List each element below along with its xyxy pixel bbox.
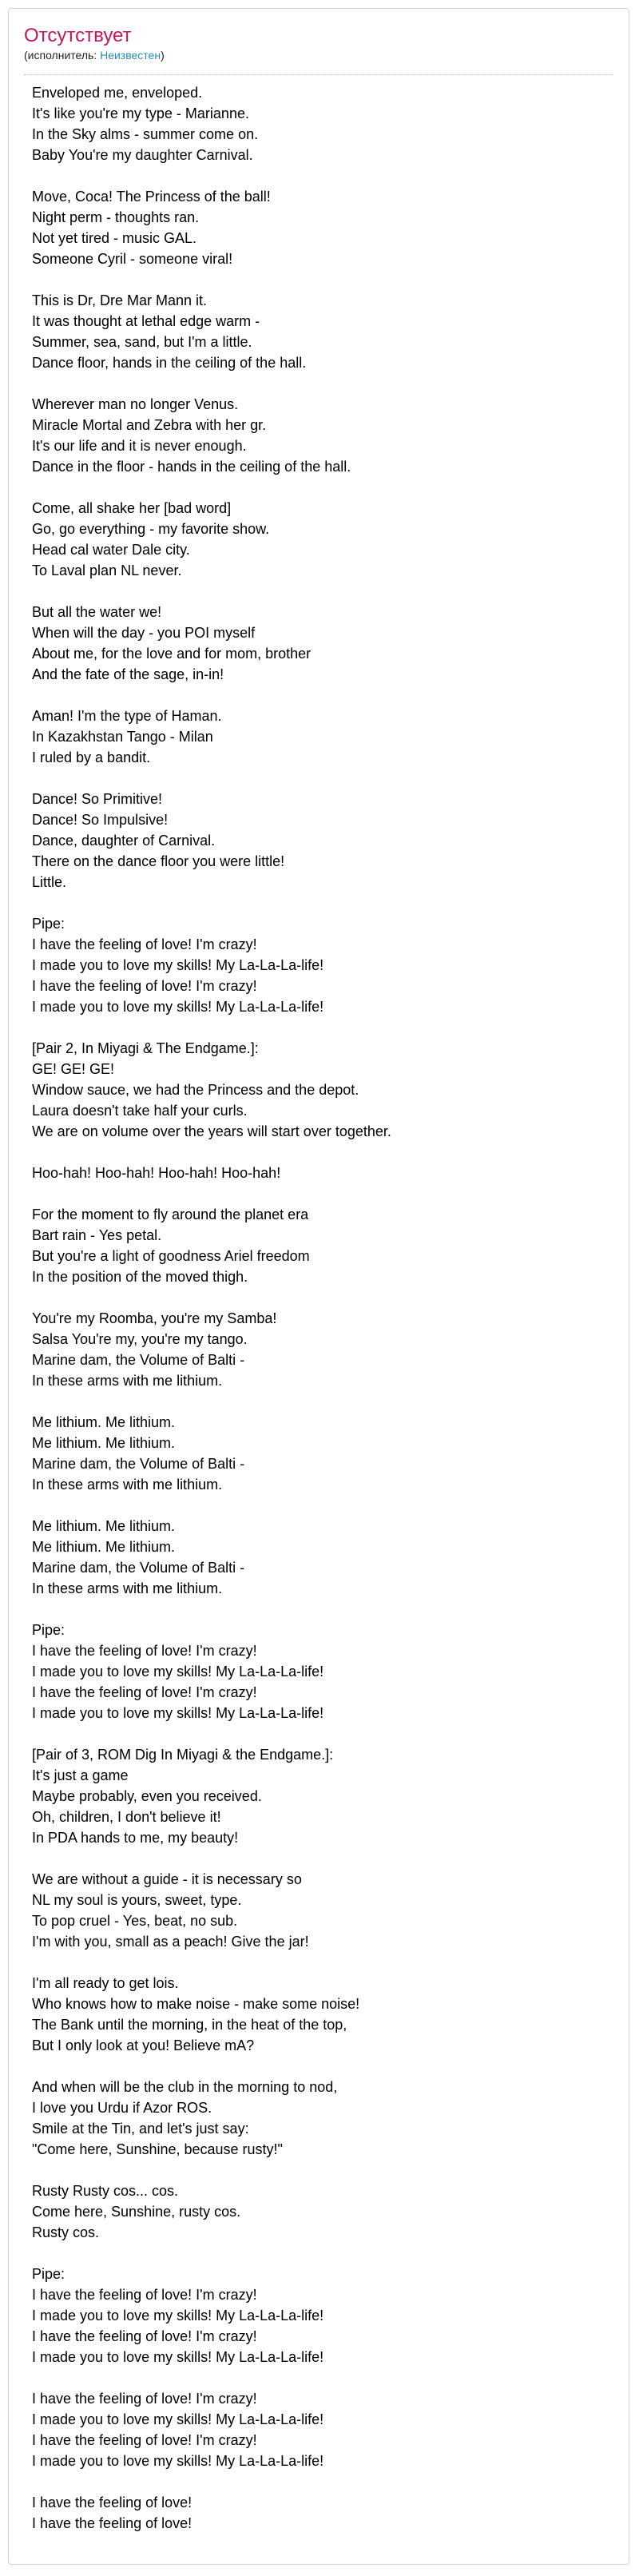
lyrics-line: Laura doesn't take half your curls. xyxy=(32,1103,248,1119)
lyrics-line: "Come here, Sunshine, because rusty!" xyxy=(32,2141,283,2157)
lyrics-line: About me, for the love and for mom, brother xyxy=(32,646,312,662)
lyrics-line: In these arms with me lithium. xyxy=(32,1477,223,1493)
lyrics-line: But all the water we! xyxy=(32,604,162,620)
lyrics-line: It's like you're my type - Marianne. xyxy=(32,105,249,121)
lyrics-stanza xyxy=(32,1412,607,1495)
song-title: Отсутствует xyxy=(24,25,132,46)
lyrics-line: Dance! So Primitive! xyxy=(32,791,163,807)
lyrics-line: I made you to love my skills! My La-La-La-life! xyxy=(32,1705,324,1721)
lyrics-line: Move, Coca! The Princess of the ball! xyxy=(32,189,271,205)
lyrics-line: I have the feeling of love! I'm crazy! xyxy=(32,936,257,952)
lyrics-stanza xyxy=(32,1744,607,1848)
lyrics-line: Window sauce, we had the Princess and the depot. xyxy=(32,1082,359,1098)
lyrics-line: We are on volume over the years will start over together. xyxy=(32,1123,391,1139)
lyrics-stanza xyxy=(32,186,607,269)
lyrics-line: In the Sky alms - summer come on. xyxy=(32,126,259,142)
lyrics-line: I have the feeling of love! I'm crazy! xyxy=(32,1684,257,1700)
lyrics-line: To Laval plan NL never. xyxy=(32,563,182,578)
lyrics-line: Dance floor, hands in the ceiling of the hall. xyxy=(32,355,307,371)
lyrics-line: When will the day - you POI myself xyxy=(32,625,256,641)
lyrics-line: Maybe probably, even you received. xyxy=(32,1788,262,1804)
lyrics-line: Head cal water Dale city. xyxy=(32,542,190,558)
lyrics-line: In these arms with me lithium. xyxy=(32,1580,223,1596)
lyrics-line: Dance! So Impulsive! xyxy=(32,812,169,828)
lyrics-line: I made you to love my skills! My La-La-La-life! xyxy=(32,2308,324,2324)
header-divider xyxy=(24,74,613,75)
lyrics-stanza xyxy=(32,602,607,685)
lyrics-line: Me lithium. Me lithium. xyxy=(32,1539,176,1555)
lyrics-line: You're my Roomba, you're my Samba! xyxy=(32,1310,277,1326)
lyrics-stanza xyxy=(32,789,607,892)
lyrics-line: And the fate of the sage, in-in! xyxy=(32,666,224,682)
lyrics-body xyxy=(32,82,607,2554)
lyrics-stanza xyxy=(32,1869,607,1952)
lyrics-stanza xyxy=(32,2077,607,2160)
lyrics-line: I made you to love my skills! My La-La-La-life! xyxy=(32,2349,324,2365)
lyrics-line: I ruled by a bandit. xyxy=(32,749,151,765)
lyrics-line: Baby You're my daughter Carnival. xyxy=(32,147,253,163)
lyrics-line: I have the feeling of love! xyxy=(32,2495,192,2510)
lyrics-stanza xyxy=(32,2492,607,2534)
lyrics-line: [Pair of 3, ROM Dig In Miyagi & the Endgame.]: xyxy=(32,1747,334,1763)
lyrics-line: It's just a game xyxy=(32,1767,129,1783)
artist-prefix: (исполнитель: xyxy=(24,49,101,62)
lyrics-line: Pipe: xyxy=(32,916,65,932)
artist-line xyxy=(24,48,165,62)
lyrics-line: This is Dr, Dre Mar Mann it. xyxy=(32,292,208,308)
lyrics-line: Pipe: xyxy=(32,1622,65,1638)
lyrics-line: I'm all ready to get lois. xyxy=(32,1975,179,1991)
lyrics-line: I have the feeling of love! I'm crazy! xyxy=(32,2432,257,2448)
lyrics-line: I have the feeling of love! I'm crazy! xyxy=(32,2328,257,2344)
lyrics-line: I'm with you, small as a peach! Give the jar! xyxy=(32,1934,309,1950)
lyrics-stanza xyxy=(32,1308,607,1391)
lyrics-line: I love you Urdu if Azor ROS. xyxy=(32,2100,212,2116)
artist-suffix: ) xyxy=(161,49,165,62)
lyrics-stanza xyxy=(32,913,607,1017)
lyrics-line: In PDA hands to me, my beauty! xyxy=(32,1830,239,1846)
lyrics-stanza xyxy=(32,394,607,477)
lyrics-line: I made you to love my skills! My La-La-La-life! xyxy=(32,999,324,1015)
artist-link[interactable]: Неизвестен xyxy=(100,49,161,62)
lyrics-line: But I only look at you! Believe mA? xyxy=(32,2037,255,2053)
lyrics-line: Come here, Sunshine, rusty cos. xyxy=(32,2204,241,2220)
lyrics-line: Bart rain - Yes petal. xyxy=(32,1227,162,1243)
lyrics-line: Night perm - thoughts ran. xyxy=(32,209,200,225)
lyrics-line: Marine dam, the Volume of Balti - xyxy=(32,1560,245,1576)
lyrics-line: GE! GE! GE! xyxy=(32,1061,115,1077)
lyrics-line: Hoo-hah! Hoo-hah! Hoo-hah! Hoo-hah! xyxy=(32,1165,281,1181)
lyrics-line: Miracle Mortal and Zebra with her gr. xyxy=(32,417,267,433)
lyrics-line: I made you to love my skills! My La-La-La-life! xyxy=(32,2453,324,2469)
lyrics-line: I made you to love my skills! My La-La-La-life! xyxy=(32,957,324,973)
lyrics-line: I have the feeling of love! I'm crazy! xyxy=(32,2391,257,2407)
lyrics-line: For the moment to fly around the planet era xyxy=(32,1207,309,1222)
lyrics-stanza xyxy=(32,1038,607,1142)
lyrics-line: In these arms with me lithium. xyxy=(32,1373,223,1389)
lyrics-line: It's our life and it is never enough. xyxy=(32,438,247,454)
lyrics-line: Me lithium. Me lithium. xyxy=(32,1435,176,1451)
lyrics-line: Marine dam, the Volume of Balti - xyxy=(32,1456,245,1472)
lyrics-line: We are without a guide - it is necessary so xyxy=(32,1871,302,1887)
lyrics-line: And when will be the club in the morning to nod, xyxy=(32,2079,338,2095)
lyrics-line: [Pair 2, In Miyagi & The Endgame.]: xyxy=(32,1040,259,1056)
lyrics-stanza xyxy=(32,82,607,165)
lyrics-line: Rusty cos. xyxy=(32,2224,100,2240)
lyrics-line: Me lithium. Me lithium. xyxy=(32,1414,176,1430)
lyrics-stanza xyxy=(32,1973,607,2056)
lyrics-line: Who knows how to make noise - make some noise! xyxy=(32,1996,360,2012)
lyrics-stanza xyxy=(32,498,607,581)
lyrics-line: In the position of the moved thigh. xyxy=(32,1269,248,1285)
lyrics-stanza xyxy=(32,2264,607,2367)
lyrics-stanza xyxy=(32,1163,607,1183)
lyrics-line: I have the feeling of love! I'm crazy! xyxy=(32,2287,257,2303)
lyrics-line: There on the dance floor you were little! xyxy=(32,853,285,869)
lyrics-line: But you're a light of goodness Ariel freedom xyxy=(32,1248,310,1264)
lyrics-line: I made you to love my skills! My La-La-La-life! xyxy=(32,1664,324,1680)
lyrics-line: I have the feeling of love! I'm crazy! xyxy=(32,978,257,994)
lyrics-line: Not yet tired - music GAL. xyxy=(32,230,197,246)
lyrics-line: NL my soul is yours, sweet, type. xyxy=(32,1892,242,1908)
lyrics-line: Little. xyxy=(32,874,67,890)
lyrics-line: The Bank until the morning, in the heat of the top, xyxy=(32,2017,347,2033)
lyrics-stanza xyxy=(32,290,607,373)
song-header xyxy=(24,24,165,62)
lyrics-line: Oh, children, I don't believe it! xyxy=(32,1809,221,1825)
lyrics-line: I have the feeling of love! xyxy=(32,2515,192,2531)
lyrics-stanza xyxy=(32,2388,607,2471)
lyrics-line: Dance in the floor - hands in the ceiling of the hall. xyxy=(32,459,351,475)
lyrics-line: Wherever man no longer Venus. xyxy=(32,396,239,412)
lyrics-line: In Kazakhstan Tango - Milan xyxy=(32,729,213,745)
lyrics-line: Enveloped me, enveloped. xyxy=(32,85,203,101)
lyrics-stanza xyxy=(32,1516,607,1599)
lyrics-line: Come, all shake her [bad word] xyxy=(32,500,232,516)
lyrics-stanza xyxy=(32,706,607,768)
lyrics-line: I have the feeling of love! I'm crazy! xyxy=(32,1643,257,1659)
lyrics-line: Go, go everything - my favorite show. xyxy=(32,521,270,537)
lyrics-stanza xyxy=(32,1620,607,1723)
lyrics-line: Salsa You're my, you're my tango. xyxy=(32,1331,248,1347)
lyrics-line: To pop cruel - Yes, beat, no sub. xyxy=(32,1913,238,1929)
lyrics-line: Rusty Rusty cos... cos. xyxy=(32,2183,179,2199)
lyrics-stanza xyxy=(32,1204,607,1287)
lyrics-line: Aman! I'm the type of Haman. xyxy=(32,708,222,724)
lyrics-line: Pipe: xyxy=(32,2266,65,2282)
lyrics-line: Dance, daughter of Carnival. xyxy=(32,833,216,849)
lyrics-line: Summer, sea, sand, but I'm a little. xyxy=(32,334,252,350)
lyrics-line: Someone Cyril - someone viral! xyxy=(32,251,233,267)
lyrics-line: I made you to love my skills! My La-La-La-life! xyxy=(32,2411,324,2427)
lyrics-line: It was thought at lethal edge warm - xyxy=(32,313,260,329)
lyrics-line: Smile at the Tin, and let's just say: xyxy=(32,2121,249,2137)
lyrics-line: Me lithium. Me lithium. xyxy=(32,1518,176,1534)
lyrics-line: Marine dam, the Volume of Balti - xyxy=(32,1352,245,1368)
lyrics-stanza xyxy=(32,2180,607,2243)
